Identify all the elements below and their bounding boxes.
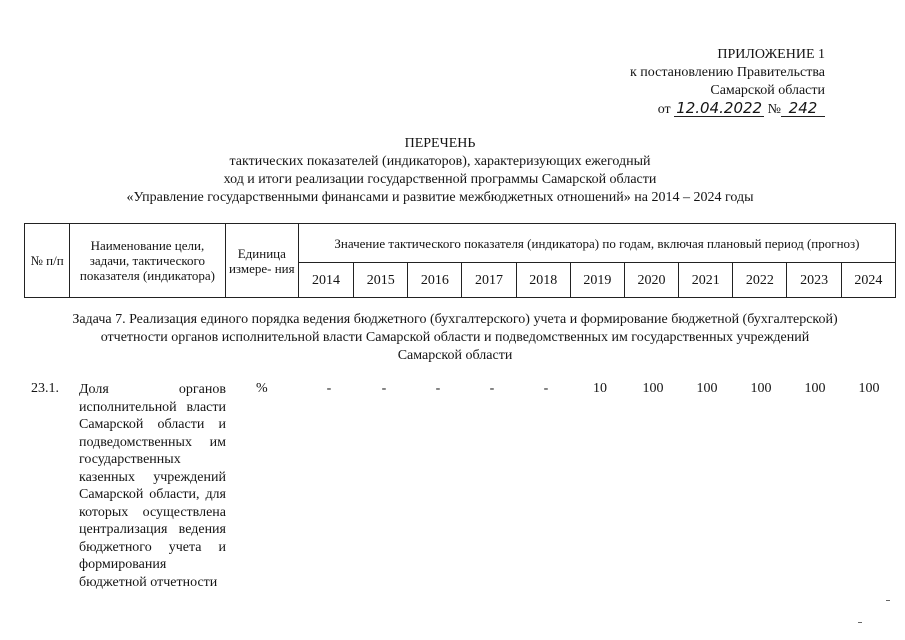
- row-value-2015: -: [381, 381, 387, 396]
- scan-mark: [886, 600, 890, 601]
- header-year: 2024: [841, 263, 895, 298]
- date-prefix: от: [657, 102, 671, 117]
- row-value-2018: -: [543, 381, 549, 396]
- header-col-unit: Единица измере- ния: [225, 224, 298, 298]
- header-year: 2014: [298, 263, 353, 298]
- task-line-1: Задача 7. Реализация единого порядка ведения бюджетного (бухгалтерского) учета и формирование бюджетной (бухгалтерской): [72, 312, 838, 327]
- appendix-block: [545, 46, 825, 119]
- row-indicator-name: Доля органов исполнительной власти Самарской области и подведомственных им государственных казенных учреждений Самарской области, для которых осуществлена централизация ведения бюджетного учета и формирования бюджетной отчетности: [79, 382, 226, 590]
- header-year: 2016: [408, 263, 462, 298]
- header-year: 2021: [679, 263, 733, 298]
- row-value-2014: -: [326, 381, 332, 396]
- header-year: 2019: [570, 263, 624, 298]
- row-value-2017: -: [489, 381, 495, 396]
- document-title: [80, 135, 800, 207]
- row-number: 23.1.: [31, 381, 59, 396]
- header-year: 2022: [733, 263, 787, 298]
- row-value-2019: 10: [593, 381, 607, 396]
- title-line-3: ход и итоги реализации государственной программы Самарской области: [223, 172, 657, 187]
- row-unit: %: [256, 381, 268, 396]
- appendix-date-line: [545, 100, 825, 119]
- title-line-2: тактических показателей (индикаторов), характеризующих ежегодный: [229, 154, 651, 169]
- task-heading: [30, 311, 880, 365]
- appendix-title: ПРИЛОЖЕНИЕ 1: [717, 47, 825, 62]
- header-year: 2015: [354, 263, 408, 298]
- indicator-table-header: [24, 223, 896, 298]
- task-line-2: отчетности органов исполнительной власти Самарской области и подведомственных им государственных учреждений: [100, 330, 810, 345]
- number-prefix: №: [767, 102, 781, 117]
- row-value-2024: 100: [858, 381, 880, 396]
- task-line-3: Самарской области: [397, 348, 513, 363]
- row-value-2022: 100: [750, 381, 772, 396]
- appendix-line-1: к постановлению Правительства: [629, 65, 825, 80]
- scan-mark: [858, 622, 862, 623]
- header-year: 2023: [787, 263, 841, 298]
- row-value-2023: 100: [804, 381, 826, 396]
- header-col-name: Наименование цели, задачи, тактического показателя (индикатора): [70, 224, 226, 298]
- appendix-line-2: Самарской области: [710, 83, 825, 98]
- row-value-2021: 100: [696, 381, 718, 396]
- title-line-4: «Управление государственными финансами и развитие межбюджетных отношений» на 2014 – 2024 годы: [126, 190, 754, 205]
- row-value-2016: -: [435, 381, 441, 396]
- header-year: 2018: [516, 263, 570, 298]
- header-col-values: Значение тактического показателя (индикатора) по годам, включая плановый период (прогноз): [298, 224, 895, 263]
- header-year: 2017: [462, 263, 516, 298]
- header-col-num: № п/п: [25, 224, 70, 298]
- header-year: 2020: [624, 263, 678, 298]
- title-line-1: ПЕРЕЧЕНЬ: [404, 136, 476, 151]
- number-value: 242: [781, 100, 825, 117]
- row-value-2020: 100: [642, 381, 664, 396]
- date-value: 12.04.2022: [674, 100, 764, 117]
